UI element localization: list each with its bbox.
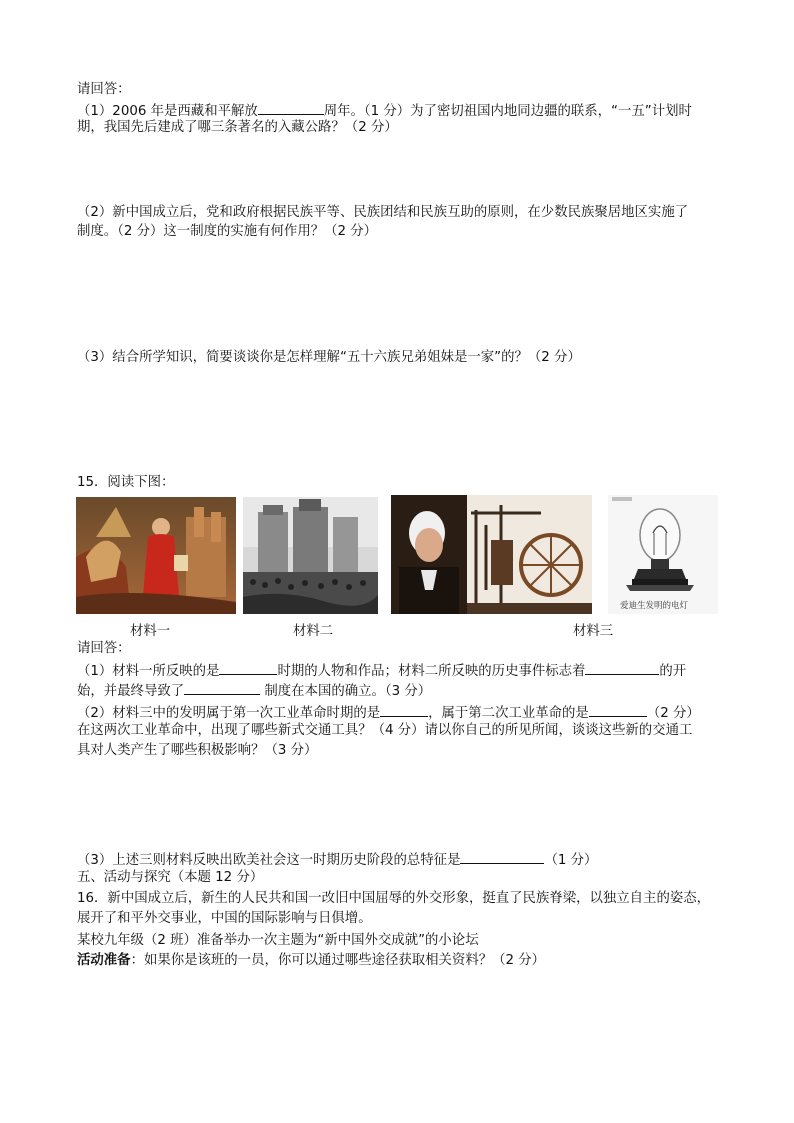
question-15-2-line1: （2）材料三中的发明属于第一次工业革命时期的是 ，属于第二次工业革命的是 （2 分） <box>77 702 700 723</box>
question-15-3: （3）上述三则材料反映出欧美社会这一时期历史阶段的总特征是 （1 分） <box>77 849 597 870</box>
question-15-1-line2: 始，并最终导致了 制度在本国的确立。（3 分） <box>77 680 431 701</box>
answer-prompt-15: 请回答： <box>77 641 131 656</box>
answer-prompt-14: 请回答： <box>77 82 131 97</box>
dante-painting-image <box>76 497 236 614</box>
answer-blank[interactable] <box>380 702 428 717</box>
question-16-line1: 16．新中国成立后，新生的人民共和国一改旧中国屈辱的外交形象，挺直了民族脊梁，以独立自主的姿态， <box>77 891 711 906</box>
bastille-engraving-image <box>243 497 378 614</box>
edison-image-caption: 爱迪生发明的电灯 <box>620 601 689 611</box>
caption-material-3: 材料三 <box>573 624 614 639</box>
question-15-2-line2: 在这两次工业革命中，出现了哪些新式交通工具？（4 分）请以你自己的所见所闻，谈谈这些新的交通工 <box>77 723 693 738</box>
question-14-1-line2: 期，我国先后建成了哪三条著名的入藏公路？（2 分） <box>77 120 398 135</box>
answer-blank[interactable] <box>460 849 544 864</box>
answer-blank[interactable] <box>184 680 260 695</box>
question-14-1-line1: （1）2006 年是西藏和平解放 周年。（1 分）为了密切祖国内地同边疆的联系，“一五”计划时 <box>77 100 692 121</box>
question-16-line3: 某校九年级（2 班）准备举办一次主题为“新中国外交成就”的小论坛 <box>77 933 479 948</box>
answer-blank[interactable] <box>589 702 647 717</box>
question-14-3: （3）结合所学知识，简要谈谈你是怎样理解“五十六族兄弟姐妹是一家”的？（2 分） <box>77 350 581 365</box>
question-15-2-line3: 具对人类产生了哪些积极影响？（3 分） <box>77 743 318 758</box>
section-5-heading: 五、活动与探究（本题 12 分） <box>77 870 264 885</box>
caption-material-2: 材料二 <box>293 624 334 639</box>
watt-steam-engine-image <box>391 495 592 614</box>
question-14-2-line2: 制度。（2 分）这一制度的实施有何作用？（2 分） <box>77 224 378 239</box>
question-15-intro: 15．阅读下图： <box>77 475 175 490</box>
activity-preparation-label: 活动准备 <box>77 953 131 968</box>
question-16-line2: 展开了和平外交事业，中国的国际影响与日俱增。 <box>77 911 372 926</box>
answer-blank[interactable] <box>219 660 277 675</box>
question-14-2-line1: （2）新中国成立后，党和政府根据民族平等、民族团结和民族互助的原则，在少数民族聚居地区实施了 <box>77 205 689 220</box>
caption-material-1: 材料一 <box>130 624 171 639</box>
answer-blank[interactable] <box>585 660 659 675</box>
edison-light-bulb-image <box>608 495 718 614</box>
answer-blank[interactable] <box>258 100 324 115</box>
activity-preparation: 活动准备：如果你是该班的一员，你可以通过哪些途径获取相关资料？（2 分） <box>77 953 546 968</box>
question-15-1-line1: （1）材料一所反映的是 时期的人物和作品；材料二所反映的历史事件标志着 的开 <box>77 660 686 681</box>
